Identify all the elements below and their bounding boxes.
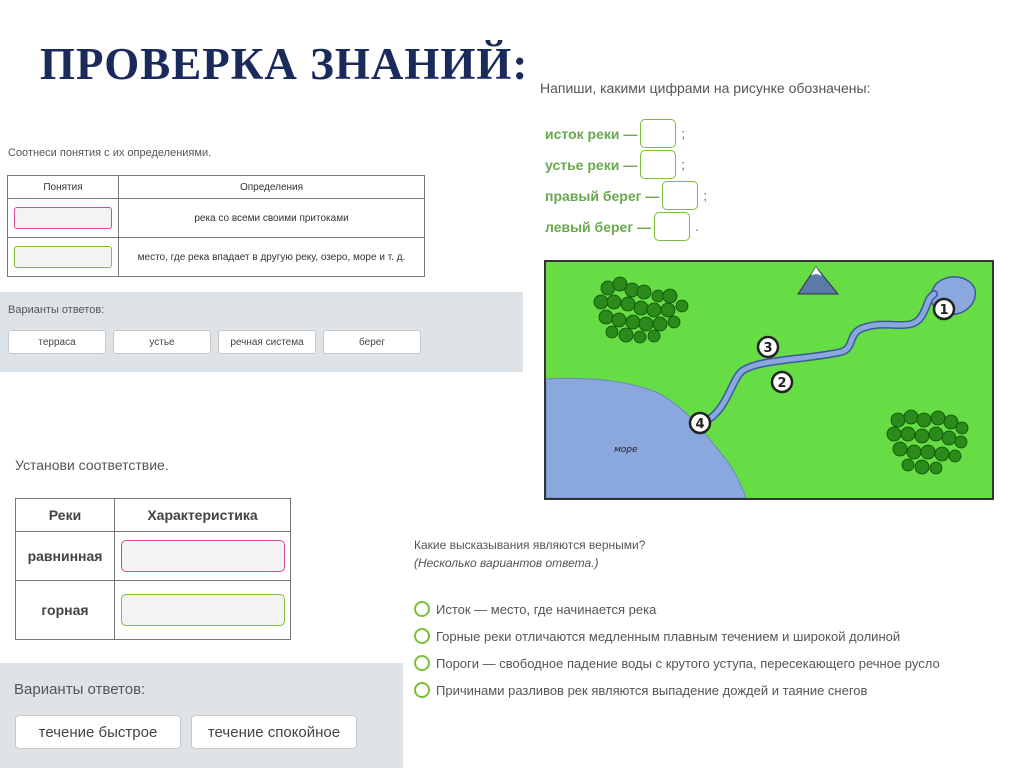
marker-1 (934, 299, 954, 319)
statement-text: Причинами разливов рек являются выпадение дождей и таяние снегов (436, 682, 868, 698)
statement-text: Пороги — свободное падение воды с крутого уступа, пересекающего речное русло (436, 655, 940, 671)
column-header-characteristic: Характеристика (115, 499, 291, 532)
answer-chip-river-system[interactable]: речная система (218, 330, 316, 354)
source-answer-input[interactable] (640, 119, 676, 148)
statements-hint-text: (Несколько вариантов ответа.) (414, 556, 599, 570)
answer-chip-calm-current[interactable]: течение спокойное (191, 715, 357, 749)
right-bank-question-row (545, 181, 707, 210)
match-rivers-instruction: Установи соответствие. (15, 457, 169, 473)
column-header-rivers: Реки (16, 499, 115, 532)
statement-option-1[interactable] (414, 601, 656, 617)
statement-text: Исток — место, где начинается река (436, 601, 657, 617)
definitions-table (7, 175, 425, 277)
marker-3-label: 3 (763, 341, 773, 356)
source-punct: ; (681, 126, 685, 141)
concept-drop-slot-1[interactable] (14, 207, 112, 229)
answer-chip-fast-current[interactable]: течение быстрое (15, 715, 181, 749)
definition-cell: место, где река впадает в другую реку, озеро, море и т. д. (119, 238, 425, 277)
match-definitions-instruction: Соотнеси понятия с их определениями. (8, 147, 212, 159)
mouth-question-row (545, 150, 685, 179)
left-bank-question-row (545, 212, 699, 241)
write-numbers-instruction: Напиши, какими цифрами на рисунке обозначены: (540, 80, 871, 96)
answer-bank-label: Варианты ответов: (8, 304, 105, 316)
river-map (544, 260, 994, 500)
answer-chip-bank[interactable]: берег (323, 330, 421, 354)
statements-hint (414, 556, 599, 570)
river-type-mountain: горная (16, 581, 115, 640)
right-bank-punct: ; (703, 188, 707, 203)
marker-4-label: 4 (695, 417, 705, 432)
left-bank-label: левый берег — (545, 218, 652, 235)
checkbox-3[interactable] (414, 655, 430, 671)
checkbox-2[interactable] (414, 628, 430, 644)
statement-option-2[interactable] (414, 628, 900, 644)
table-row (8, 199, 425, 238)
statement-option-4[interactable] (414, 682, 867, 698)
statement-text: Горные реки отличаются медленным плавным течением и широкой долиной (436, 628, 901, 644)
mountain-river-drop-slot[interactable] (121, 594, 285, 626)
page-title: ПРОВЕРКА ЗНАНИЙ: (40, 39, 529, 89)
left-bank-answer-input[interactable] (654, 212, 690, 241)
marker-2-label: 2 (777, 376, 787, 391)
statements-question: Какие высказывания являются верными? (414, 538, 646, 552)
answer-bank-label: Варианты ответов: (14, 681, 146, 698)
sea-label: море (614, 445, 638, 455)
plain-river-drop-slot[interactable] (121, 540, 285, 572)
column-header-concepts: Понятия (8, 176, 119, 199)
source-label: исток реки — (545, 125, 638, 142)
checkbox-1[interactable] (414, 601, 430, 617)
right-bank-answer-input[interactable] (662, 181, 698, 210)
mouth-punct: ; (681, 157, 685, 172)
table-row (16, 532, 291, 581)
marker-1-label: 1 (939, 303, 949, 318)
statement-option-3[interactable] (414, 655, 940, 671)
marker-4 (690, 413, 710, 433)
mouth-label: устье реки — (545, 156, 638, 173)
checkbox-4[interactable] (414, 682, 430, 698)
mouth-answer-input[interactable] (640, 150, 676, 179)
concept-drop-slot-2[interactable] (14, 246, 112, 268)
right-bank-label: правый берег — (545, 187, 660, 204)
answer-chip-terrace[interactable]: терраса (8, 330, 106, 354)
left-bank-punct: . (695, 219, 699, 234)
table-row (8, 238, 425, 277)
rivers-table (15, 498, 291, 640)
marker-2 (772, 372, 792, 392)
table-row (16, 581, 291, 640)
marker-3 (758, 337, 778, 357)
definition-cell: река со всеми своими притоками (119, 199, 425, 238)
answer-chip-mouth[interactable]: устье (113, 330, 211, 354)
column-header-definitions: Определения (119, 176, 425, 199)
river-type-plain: равнинная (16, 532, 115, 581)
source-question-row (545, 119, 685, 148)
